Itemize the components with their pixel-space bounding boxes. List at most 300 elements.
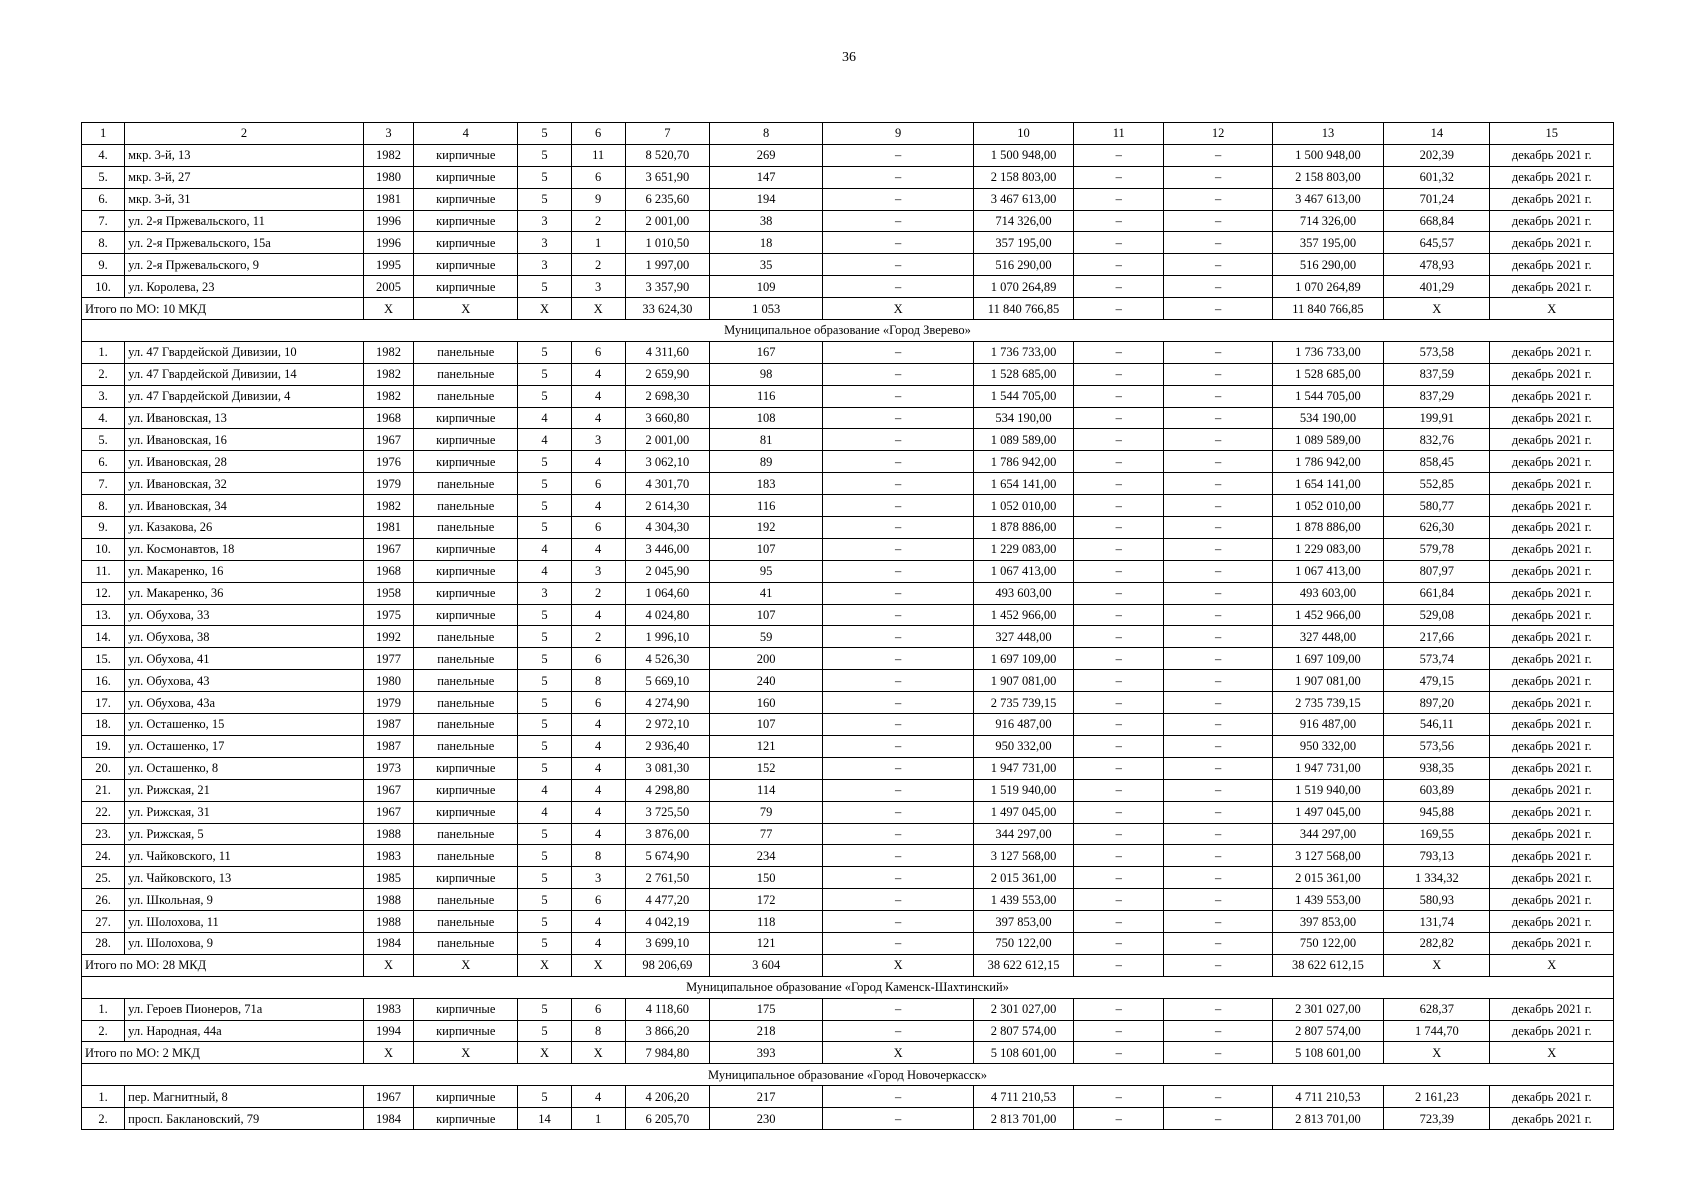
table-cell: 14	[518, 1108, 571, 1130]
table-cell: 5	[518, 932, 571, 954]
table-row	[82, 144, 1614, 166]
table-cell: 2 301 027,00	[973, 998, 1073, 1020]
table-cell: 5	[518, 144, 571, 166]
table-cell: –	[1074, 1086, 1164, 1108]
table-cell: кирпичные	[414, 604, 518, 626]
table-cell: –	[1074, 341, 1164, 363]
row-index-cell: 19.	[82, 735, 125, 757]
table-cell: 1 229 083,00	[973, 538, 1073, 560]
table-cell: 2	[571, 254, 625, 276]
table-cell: –	[1164, 166, 1272, 188]
column-number-row	[82, 123, 1614, 145]
table-cell: –	[823, 889, 973, 911]
table-cell: панельные	[414, 473, 518, 495]
table-cell: –	[823, 254, 973, 276]
total-cell: –	[1164, 1042, 1272, 1064]
table-cell: –	[823, 626, 973, 648]
table-cell: 1958	[363, 582, 413, 604]
total-cell: 11 840 766,85	[1272, 298, 1383, 320]
table-cell: –	[823, 779, 973, 801]
table-cell: 2 807 574,00	[973, 1020, 1073, 1042]
table-cell: –	[1074, 385, 1164, 407]
table-row	[82, 889, 1614, 911]
table-cell: декабрь 2021 г.	[1490, 166, 1614, 188]
table-cell: –	[1074, 845, 1164, 867]
table-cell: 3 467 613,00	[1272, 188, 1383, 210]
table-cell: 5	[518, 692, 571, 714]
table-cell: –	[1074, 254, 1164, 276]
table-cell: –	[823, 714, 973, 736]
table-cell: –	[1074, 823, 1164, 845]
table-cell: 5	[518, 845, 571, 867]
table-row	[82, 692, 1614, 714]
table-cell: 4	[518, 429, 571, 451]
table-cell: 1988	[363, 889, 413, 911]
row-index-cell: 12.	[82, 582, 125, 604]
table-cell: 2 158 803,00	[1272, 166, 1383, 188]
table-cell: 1976	[363, 451, 413, 473]
table-cell: 89	[710, 451, 823, 473]
table-row	[82, 210, 1614, 232]
table-row	[82, 1108, 1614, 1130]
table-cell: декабрь 2021 г.	[1490, 998, 1614, 1020]
table-cell: 1 947 731,00	[973, 757, 1073, 779]
table-cell: 2 807 574,00	[1272, 1020, 1383, 1042]
table-row	[82, 560, 1614, 582]
table-cell: 493 603,00	[973, 582, 1073, 604]
table-cell: 4	[518, 801, 571, 823]
table-cell: 714 326,00	[1272, 210, 1383, 232]
table-cell: 160	[710, 692, 823, 714]
address-cell: мкр. 3-й, 27	[125, 166, 364, 188]
table-cell: 1 996,10	[625, 626, 709, 648]
table-cell: 3	[518, 582, 571, 604]
row-index-cell: 24.	[82, 845, 125, 867]
column-number-cell: 14	[1384, 123, 1490, 145]
table-cell: 1 947 731,00	[1272, 757, 1383, 779]
table-cell: 1 528 685,00	[973, 363, 1073, 385]
table-cell: 916 487,00	[973, 714, 1073, 736]
address-cell: ул. Чайковского, 11	[125, 845, 364, 867]
table-cell: 2 015 361,00	[1272, 867, 1383, 889]
table-cell: панельные	[414, 911, 518, 933]
table-cell: 479,15	[1384, 670, 1490, 692]
table-row	[82, 538, 1614, 560]
table-cell: 1 070 264,89	[973, 276, 1073, 298]
address-cell: ул. Рижская, 21	[125, 779, 364, 801]
table-cell: 4 304,30	[625, 517, 709, 539]
table-cell: 1988	[363, 911, 413, 933]
table-cell: 5	[518, 714, 571, 736]
table-cell: декабрь 2021 г.	[1490, 363, 1614, 385]
table-cell: панельные	[414, 363, 518, 385]
table-cell: 1 089 589,00	[973, 429, 1073, 451]
table-cell: 5	[518, 998, 571, 1020]
table-cell: 529,08	[1384, 604, 1490, 626]
table-cell: –	[1164, 560, 1272, 582]
total-cell: 5 108 601,00	[973, 1042, 1073, 1064]
table-cell: 116	[710, 495, 823, 517]
table-cell: –	[823, 932, 973, 954]
table-cell: 1 439 553,00	[973, 889, 1073, 911]
table-cell: 2 659,90	[625, 363, 709, 385]
table-cell: 4 042,19	[625, 911, 709, 933]
table-cell: –	[823, 1086, 973, 1108]
table-cell: –	[823, 582, 973, 604]
table-cell: декабрь 2021 г.	[1490, 626, 1614, 648]
total-cell: X	[518, 1042, 571, 1064]
table-row	[82, 998, 1614, 1020]
row-index-cell: 8.	[82, 232, 125, 254]
table-cell: 1 452 966,00	[1272, 604, 1383, 626]
table-cell: 2 972,10	[625, 714, 709, 736]
row-index-cell: 10.	[82, 276, 125, 298]
address-cell: просп. Баклановский, 79	[125, 1108, 364, 1130]
table-cell: 4	[571, 385, 625, 407]
total-cell: 38 622 612,15	[973, 954, 1073, 976]
total-cell: X	[414, 954, 518, 976]
table-cell: 1977	[363, 648, 413, 670]
address-cell: ул. 47 Гвардейской Дивизии, 14	[125, 363, 364, 385]
column-number-cell: 8	[710, 123, 823, 145]
table-cell: 1982	[363, 385, 413, 407]
table-cell: 240	[710, 670, 823, 692]
table-cell: 2 813 701,00	[973, 1108, 1073, 1130]
table-cell: –	[1074, 429, 1164, 451]
table-cell: 3	[571, 867, 625, 889]
table-cell: 4 711 210,53	[973, 1086, 1073, 1108]
table-row	[82, 451, 1614, 473]
address-cell: ул. Ивановская, 34	[125, 495, 364, 517]
table-cell: 3 725,50	[625, 801, 709, 823]
table-cell: –	[823, 801, 973, 823]
table-cell: 1988	[363, 823, 413, 845]
table-cell: 6	[571, 473, 625, 495]
total-cell: –	[1164, 954, 1272, 976]
table-cell: –	[1074, 1020, 1164, 1042]
table-cell: декабрь 2021 г.	[1490, 232, 1614, 254]
table-cell: 723,39	[1384, 1108, 1490, 1130]
total-label: Итого по МО: 2 МКД	[82, 1042, 364, 1064]
address-cell: ул. Космонавтов, 18	[125, 538, 364, 560]
table-cell: 945,88	[1384, 801, 1490, 823]
table-cell: 1 736 733,00	[1272, 341, 1383, 363]
table-cell: декабрь 2021 г.	[1490, 692, 1614, 714]
table-cell: кирпичные	[414, 254, 518, 276]
address-cell: ул. Осташенко, 8	[125, 757, 364, 779]
row-index-cell: 21.	[82, 779, 125, 801]
table-cell: 750 122,00	[973, 932, 1073, 954]
table-cell: 4 206,20	[625, 1086, 709, 1108]
table-cell: 5	[518, 867, 571, 889]
table-cell: 1 878 886,00	[973, 517, 1073, 539]
table-cell: –	[823, 757, 973, 779]
table-cell: –	[1074, 757, 1164, 779]
table-cell: декабрь 2021 г.	[1490, 1086, 1614, 1108]
table-row	[82, 473, 1614, 495]
table-cell: 601,32	[1384, 166, 1490, 188]
page-number: 36	[842, 50, 856, 65]
address-cell: ул. Обухова, 43а	[125, 692, 364, 714]
table-cell: 107	[710, 714, 823, 736]
table-cell: панельные	[414, 823, 518, 845]
table-cell: –	[823, 188, 973, 210]
table-cell: декабрь 2021 г.	[1490, 735, 1614, 757]
row-index-cell: 1.	[82, 998, 125, 1020]
table-cell: 5	[518, 889, 571, 911]
table-cell: –	[1164, 232, 1272, 254]
address-cell: ул. Ивановская, 32	[125, 473, 364, 495]
table-cell: –	[1074, 517, 1164, 539]
table-cell: 5	[518, 473, 571, 495]
table-cell: панельные	[414, 517, 518, 539]
total-cell: X	[1490, 298, 1614, 320]
table-cell: 2 614,30	[625, 495, 709, 517]
total-cell: X	[1384, 298, 1490, 320]
table-cell: 1 334,32	[1384, 867, 1490, 889]
table-cell: 1 452 966,00	[973, 604, 1073, 626]
table-row	[82, 801, 1614, 823]
table-cell: 4	[571, 735, 625, 757]
table-cell: –	[1164, 932, 1272, 954]
table-cell: кирпичные	[414, 1020, 518, 1042]
table-cell: 1987	[363, 735, 413, 757]
row-index-cell: 1.	[82, 1086, 125, 1108]
table-row	[82, 385, 1614, 407]
table-cell: –	[1164, 670, 1272, 692]
table-cell: –	[1164, 1086, 1272, 1108]
table-cell: –	[823, 341, 973, 363]
table-cell: 2 161,23	[1384, 1086, 1490, 1108]
column-number-cell: 12	[1164, 123, 1272, 145]
table-cell: декабрь 2021 г.	[1490, 517, 1614, 539]
table-cell: 1 064,60	[625, 582, 709, 604]
address-cell: ул. Королева, 23	[125, 276, 364, 298]
table-cell: 3	[518, 254, 571, 276]
table-row	[82, 626, 1614, 648]
table-cell: кирпичные	[414, 144, 518, 166]
table-cell: 5	[518, 188, 571, 210]
table-cell: 3 446,00	[625, 538, 709, 560]
table-cell: 3 062,10	[625, 451, 709, 473]
table-cell: 3 127 568,00	[1272, 845, 1383, 867]
table-cell: 5	[518, 363, 571, 385]
section-heading-row	[82, 1064, 1614, 1086]
table-cell: 1967	[363, 538, 413, 560]
table-cell: кирпичные	[414, 757, 518, 779]
table-cell: декабрь 2021 г.	[1490, 1108, 1614, 1130]
table-cell: 401,29	[1384, 276, 1490, 298]
table-cell: 5	[518, 341, 571, 363]
table-cell: 1 544 705,00	[973, 385, 1073, 407]
table-cell: 2	[571, 210, 625, 232]
table-cell: 169,55	[1384, 823, 1490, 845]
table-cell: 5	[518, 166, 571, 188]
table-cell: 552,85	[1384, 473, 1490, 495]
table-cell: –	[1074, 495, 1164, 517]
table-cell: кирпичные	[414, 407, 518, 429]
table-cell: 121	[710, 932, 823, 954]
table-cell: –	[1164, 604, 1272, 626]
table-cell: 1968	[363, 407, 413, 429]
table-cell: 580,77	[1384, 495, 1490, 517]
table-cell: 579,78	[1384, 538, 1490, 560]
table-cell: 269	[710, 144, 823, 166]
table-cell: 4 711 210,53	[1272, 1086, 1383, 1108]
table-cell: 3 467 613,00	[973, 188, 1073, 210]
table-cell: 217	[710, 1086, 823, 1108]
table-cell: –	[1164, 473, 1272, 495]
table-cell: 3 651,90	[625, 166, 709, 188]
table-row	[82, 779, 1614, 801]
table-cell: 5	[518, 604, 571, 626]
row-index-cell: 10.	[82, 538, 125, 560]
table-cell: –	[823, 1108, 973, 1130]
address-cell: ул. 47 Гвардейской Дивизии, 10	[125, 341, 364, 363]
total-cell: X	[518, 298, 571, 320]
table-cell: декабрь 2021 г.	[1490, 670, 1614, 692]
table-cell: 661,84	[1384, 582, 1490, 604]
total-cell: –	[1164, 298, 1272, 320]
row-index-cell: 2.	[82, 363, 125, 385]
total-cell: X	[414, 1042, 518, 1064]
table-cell: 668,84	[1384, 210, 1490, 232]
column-number-cell: 6	[571, 123, 625, 145]
table-cell: панельные	[414, 385, 518, 407]
address-cell: ул. Макаренко, 36	[125, 582, 364, 604]
table-cell: 858,45	[1384, 451, 1490, 473]
total-cell: X	[518, 954, 571, 976]
table-cell: 1985	[363, 867, 413, 889]
table-cell: 516 290,00	[973, 254, 1073, 276]
table-cell: декабрь 2021 г.	[1490, 779, 1614, 801]
table-cell: 98	[710, 363, 823, 385]
table-cell: кирпичные	[414, 276, 518, 298]
table-cell: 11	[571, 144, 625, 166]
table-cell: –	[1074, 670, 1164, 692]
table-cell: 234	[710, 845, 823, 867]
table-cell: панельные	[414, 341, 518, 363]
table-row	[82, 429, 1614, 451]
total-cell: X	[571, 298, 625, 320]
table-cell: 152	[710, 757, 823, 779]
table-cell: 1 067 413,00	[1272, 560, 1383, 582]
table-cell: –	[1164, 911, 1272, 933]
table-cell: 1 089 589,00	[1272, 429, 1383, 451]
table-cell: кирпичные	[414, 998, 518, 1020]
table-cell: декабрь 2021 г.	[1490, 582, 1614, 604]
table-row	[82, 341, 1614, 363]
table-cell: 1 070 264,89	[1272, 276, 1383, 298]
column-number-cell: 9	[823, 123, 973, 145]
table-cell: –	[1164, 1108, 1272, 1130]
table-cell: панельные	[414, 845, 518, 867]
table-cell: 2 001,00	[625, 210, 709, 232]
table-cell: –	[1164, 429, 1272, 451]
table-cell: 6	[571, 341, 625, 363]
table-cell: 1996	[363, 232, 413, 254]
table-cell: панельные	[414, 889, 518, 911]
total-cell: X	[1490, 954, 1614, 976]
table-cell: –	[1164, 867, 1272, 889]
column-number-cell: 15	[1490, 123, 1614, 145]
table-cell: 6 205,70	[625, 1108, 709, 1130]
row-index-cell: 3.	[82, 385, 125, 407]
table-cell: 1 010,50	[625, 232, 709, 254]
table-cell: 1 907 081,00	[973, 670, 1073, 692]
table-cell: 5	[518, 385, 571, 407]
table-cell: 183	[710, 473, 823, 495]
table-cell: декабрь 2021 г.	[1490, 867, 1614, 889]
row-index-cell: 7.	[82, 210, 125, 232]
table-cell: –	[1164, 779, 1272, 801]
row-index-cell: 23.	[82, 823, 125, 845]
table-row	[82, 254, 1614, 276]
table-cell: 580,93	[1384, 889, 1490, 911]
row-index-cell: 7.	[82, 473, 125, 495]
table-cell: 750 122,00	[1272, 932, 1383, 954]
table-cell: 4	[571, 779, 625, 801]
table-cell: –	[1074, 582, 1164, 604]
total-cell: X	[414, 298, 518, 320]
table-cell: декабрь 2021 г.	[1490, 144, 1614, 166]
table-cell: кирпичные	[414, 801, 518, 823]
table-cell: 327 448,00	[973, 626, 1073, 648]
table-cell: –	[1164, 210, 1272, 232]
table-cell: 38	[710, 210, 823, 232]
table-cell: 3	[571, 560, 625, 582]
table-row	[82, 232, 1614, 254]
table-cell: 714 326,00	[973, 210, 1073, 232]
table-cell: 2 015 361,00	[973, 867, 1073, 889]
table-cell: –	[1164, 495, 1272, 517]
column-number-cell: 11	[1074, 123, 1164, 145]
table-cell: –	[1164, 1020, 1272, 1042]
table-cell: –	[1074, 1108, 1164, 1130]
table-cell: –	[823, 867, 973, 889]
table-row	[82, 823, 1614, 845]
table-cell: 2 158 803,00	[973, 166, 1073, 188]
table-cell: 1982	[363, 341, 413, 363]
table-cell: –	[1164, 801, 1272, 823]
table-cell: 35	[710, 254, 823, 276]
table-cell: 81	[710, 429, 823, 451]
row-index-cell: 26.	[82, 889, 125, 911]
address-cell: ул. Рижская, 5	[125, 823, 364, 845]
total-cell: –	[1074, 1042, 1164, 1064]
table-cell: –	[823, 560, 973, 582]
table-row	[82, 495, 1614, 517]
total-cell: 393	[710, 1042, 823, 1064]
table-cell: 1 544 705,00	[1272, 385, 1383, 407]
table-cell: 175	[710, 998, 823, 1020]
total-cell: 1 053	[710, 298, 823, 320]
address-cell: ул. Ивановская, 13	[125, 407, 364, 429]
table-row	[82, 757, 1614, 779]
table-cell: 950 332,00	[973, 735, 1073, 757]
table-cell: 1 500 948,00	[1272, 144, 1383, 166]
table-cell: декабрь 2021 г.	[1490, 210, 1614, 232]
table-cell: 4	[571, 495, 625, 517]
address-cell: ул. Школьная, 9	[125, 889, 364, 911]
table-cell: 1975	[363, 604, 413, 626]
table-cell: –	[823, 210, 973, 232]
table-cell: 1 744,70	[1384, 1020, 1490, 1042]
table-cell: декабрь 2021 г.	[1490, 560, 1614, 582]
table-cell: декабрь 2021 г.	[1490, 714, 1614, 736]
table-cell: –	[823, 473, 973, 495]
table-cell: 1 878 886,00	[1272, 517, 1383, 539]
